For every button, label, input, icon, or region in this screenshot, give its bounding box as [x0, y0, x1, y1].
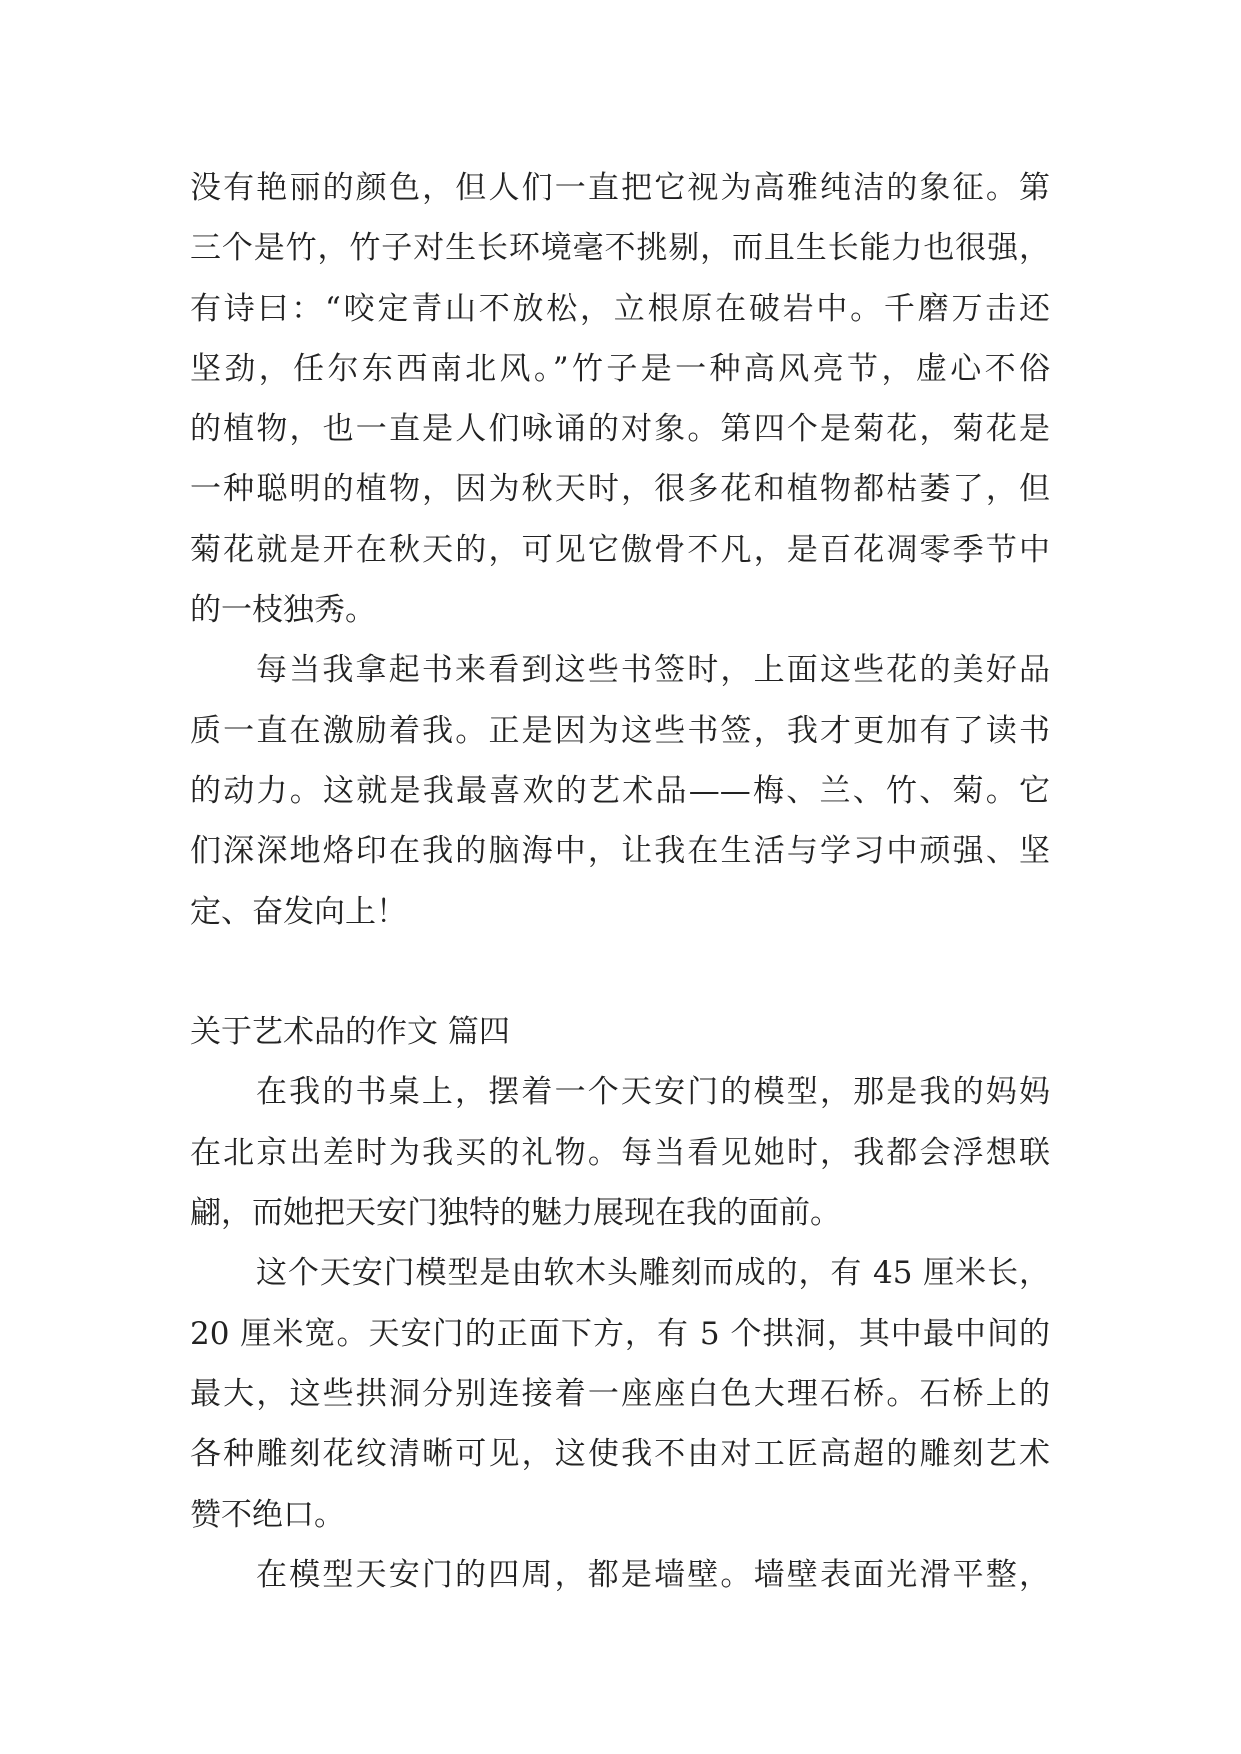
text-line: 在模型天安门的四周，都是墙壁。墙壁表面光滑平整，	[256, 1556, 1050, 1593]
text-line: 的动力。这就是我最喜欢的艺术品——梅、兰、竹、菊。它	[190, 772, 1050, 809]
text-line: 各种雕刻花纹清晰可见，这使我不由对工匠高超的雕刻艺术	[190, 1436, 1050, 1473]
text-line: 这个天安门模型是由软木头雕刻而成的，有 45 厘米长，	[256, 1255, 1050, 1292]
text-line: 赞不绝口。	[190, 1496, 345, 1533]
text-line: 的植物，也一直是人们咏诵的对象。第四个是菊花，菊花是	[190, 411, 1050, 448]
text-line: 最大，这些拱洞分别连接着一座座白色大理石桥。石桥上的	[190, 1375, 1050, 1412]
text-line: 坚劲，任尔东西南北风。”竹子是一种高风亮节，虚心不俗	[190, 350, 1050, 387]
text-line: 20 厘米宽。天安门的正面下方，有 5 个拱洞，其中最中间的	[190, 1315, 1050, 1352]
text-line: 没有艳丽的颜色，但人们一直把它视为高雅纯洁的象征。第	[190, 170, 1050, 206]
document-body	[190, 158, 1050, 1605]
text-line: 翩，而她把天安门独特的魅力展现在我的面前。	[190, 1195, 841, 1232]
text-line: 三个是竹，竹子对生长环境毫不挑剔，而且生长能力也很强，	[190, 230, 1050, 267]
text-line: 有诗曰：“咬定青山不放松，立根原在破岩中。千磨万击还	[190, 290, 1050, 327]
text-line: 在北京出差时为我买的礼物。每当看见她时，我都会浮想联	[190, 1134, 1050, 1171]
text-line: 在我的书桌上，摆着一个天安门的模型，那是我的妈妈	[256, 1074, 1050, 1111]
text-line: 质一直在激励着我。正是因为这些书签，我才更加有了读书	[190, 712, 1050, 749]
paragraph-gap	[190, 942, 1050, 1002]
text-line: 定、奋发向上！	[190, 893, 407, 930]
text-line: 菊花就是开在秋天的，可见它傲骨不凡，是百花凋零季节中	[190, 531, 1050, 568]
section-heading: 关于艺术品的作文 篇四	[190, 1014, 510, 1051]
text-line: 的一枝独秀。	[190, 592, 376, 629]
text-line: 一种聪明的植物，因为秋天时，很多花和植物都枯萎了，但	[190, 471, 1050, 508]
text-line: 每当我拿起书来看到这些书签时，上面这些花的美好品	[256, 652, 1050, 689]
text-line: 们深深地烙印在我的脑海中，让我在生活与学习中顽强、坚	[190, 833, 1050, 870]
